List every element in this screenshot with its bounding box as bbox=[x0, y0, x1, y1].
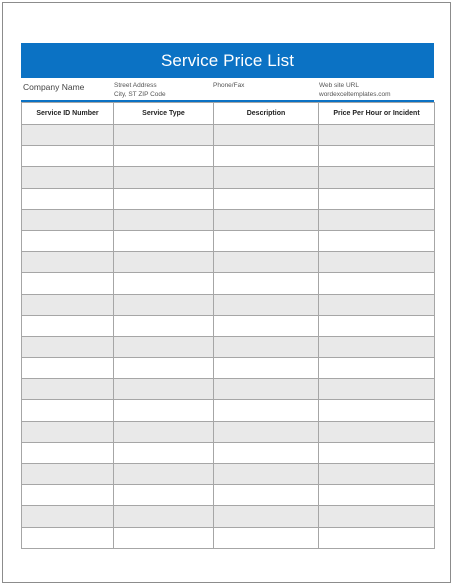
table-row bbox=[22, 252, 435, 273]
table-row bbox=[22, 167, 435, 188]
web-line-1: Web site URL bbox=[319, 82, 359, 89]
table-cell[interactable] bbox=[114, 230, 214, 251]
table-cell[interactable] bbox=[22, 294, 114, 315]
table-cell[interactable] bbox=[319, 485, 435, 506]
table-cell[interactable] bbox=[319, 379, 435, 400]
table-cell[interactable] bbox=[22, 209, 114, 230]
company-address bbox=[114, 81, 166, 99]
table-cell[interactable] bbox=[319, 315, 435, 336]
table-cell[interactable] bbox=[319, 146, 435, 167]
table-header-row bbox=[22, 103, 435, 125]
table-cell[interactable] bbox=[114, 485, 214, 506]
table-cell[interactable] bbox=[114, 273, 214, 294]
table-row bbox=[22, 442, 435, 463]
table-cell[interactable] bbox=[319, 421, 435, 442]
table-cell[interactable] bbox=[22, 230, 114, 251]
table-row bbox=[22, 506, 435, 527]
table-cell[interactable] bbox=[114, 294, 214, 315]
table-cell[interactable] bbox=[319, 230, 435, 251]
table-body bbox=[22, 125, 435, 549]
table-cell[interactable] bbox=[22, 442, 114, 463]
table-cell[interactable] bbox=[22, 358, 114, 379]
table-cell[interactable] bbox=[114, 421, 214, 442]
table-cell[interactable] bbox=[22, 315, 114, 336]
table-cell[interactable] bbox=[319, 125, 435, 146]
company-info-row bbox=[21, 80, 434, 100]
table-cell[interactable] bbox=[214, 379, 319, 400]
price-table bbox=[21, 102, 435, 549]
table-row bbox=[22, 188, 435, 209]
table-cell[interactable] bbox=[114, 379, 214, 400]
table-cell[interactable] bbox=[114, 315, 214, 336]
table-row bbox=[22, 464, 435, 485]
company-web bbox=[319, 81, 391, 99]
table-cell[interactable] bbox=[114, 358, 214, 379]
title-bar bbox=[21, 43, 434, 78]
table-cell[interactable] bbox=[214, 442, 319, 463]
table-cell[interactable] bbox=[22, 421, 114, 442]
table-cell[interactable] bbox=[22, 188, 114, 209]
table-cell[interactable] bbox=[114, 442, 214, 463]
table-cell[interactable] bbox=[214, 336, 319, 357]
table-cell[interactable] bbox=[214, 273, 319, 294]
table-cell[interactable] bbox=[214, 230, 319, 251]
table-cell[interactable] bbox=[22, 252, 114, 273]
table-row bbox=[22, 527, 435, 548]
web-line-2: wordexceltemplates.com bbox=[319, 91, 391, 98]
table-cell[interactable] bbox=[22, 400, 114, 421]
table-cell[interactable] bbox=[319, 294, 435, 315]
table-cell[interactable] bbox=[319, 400, 435, 421]
table-row bbox=[22, 421, 435, 442]
table-cell[interactable] bbox=[114, 464, 214, 485]
table-cell[interactable] bbox=[214, 464, 319, 485]
table-cell[interactable] bbox=[22, 146, 114, 167]
table-cell[interactable] bbox=[319, 167, 435, 188]
table-row bbox=[22, 230, 435, 251]
table-row bbox=[22, 315, 435, 336]
table-cell[interactable] bbox=[214, 527, 319, 548]
table-row bbox=[22, 125, 435, 146]
table-row bbox=[22, 336, 435, 357]
table-cell[interactable] bbox=[214, 294, 319, 315]
table-row bbox=[22, 379, 435, 400]
column-header-service-type: Service Type bbox=[114, 103, 214, 125]
table-row bbox=[22, 146, 435, 167]
address-line-1: Street Address bbox=[114, 82, 157, 89]
table-cell[interactable] bbox=[214, 209, 319, 230]
table-row bbox=[22, 358, 435, 379]
table-cell[interactable] bbox=[22, 336, 114, 357]
column-header-price: Price Per Hour or Incident bbox=[319, 103, 435, 125]
column-header-description: Description bbox=[214, 103, 319, 125]
phone-fax: Phone/Fax bbox=[213, 82, 245, 89]
table-cell[interactable] bbox=[319, 442, 435, 463]
price-table-wrap bbox=[21, 100, 434, 549]
table-cell[interactable] bbox=[214, 506, 319, 527]
table-cell[interactable] bbox=[114, 125, 214, 146]
table-row bbox=[22, 273, 435, 294]
table-cell[interactable] bbox=[22, 527, 114, 548]
company-name: Company Name bbox=[23, 82, 85, 92]
column-header-service-id: Service ID Number bbox=[22, 103, 114, 125]
table-cell[interactable] bbox=[319, 464, 435, 485]
table-cell[interactable] bbox=[214, 358, 319, 379]
table-cell[interactable] bbox=[22, 485, 114, 506]
table-cell[interactable] bbox=[214, 400, 319, 421]
table-cell[interactable] bbox=[319, 527, 435, 548]
table-cell[interactable] bbox=[214, 485, 319, 506]
table-cell[interactable] bbox=[22, 167, 114, 188]
table-cell[interactable] bbox=[319, 506, 435, 527]
table-cell[interactable] bbox=[214, 188, 319, 209]
table-cell[interactable] bbox=[22, 379, 114, 400]
table-row bbox=[22, 294, 435, 315]
table-cell[interactable] bbox=[22, 125, 114, 146]
table-cell[interactable] bbox=[114, 209, 214, 230]
table-cell[interactable] bbox=[114, 336, 214, 357]
table-cell[interactable] bbox=[114, 527, 214, 548]
table-cell[interactable] bbox=[214, 252, 319, 273]
table-cell[interactable] bbox=[214, 167, 319, 188]
table-cell[interactable] bbox=[22, 506, 114, 527]
table-cell[interactable] bbox=[114, 167, 214, 188]
table-cell[interactable] bbox=[22, 464, 114, 485]
table-cell[interactable] bbox=[214, 315, 319, 336]
table-cell[interactable] bbox=[214, 146, 319, 167]
table-cell[interactable] bbox=[319, 188, 435, 209]
table-cell[interactable] bbox=[319, 358, 435, 379]
table-row bbox=[22, 485, 435, 506]
address-line-2: City, ST ZIP Code bbox=[114, 91, 166, 98]
table-cell[interactable] bbox=[22, 273, 114, 294]
table-row bbox=[22, 400, 435, 421]
table-cell[interactable] bbox=[114, 506, 214, 527]
table-cell[interactable] bbox=[319, 252, 435, 273]
table-cell[interactable] bbox=[114, 400, 214, 421]
table-cell[interactable] bbox=[114, 188, 214, 209]
table-cell[interactable] bbox=[319, 273, 435, 294]
table-cell[interactable] bbox=[319, 336, 435, 357]
table-cell[interactable] bbox=[214, 421, 319, 442]
table-cell[interactable] bbox=[214, 125, 319, 146]
table-cell[interactable] bbox=[114, 252, 214, 273]
table-cell[interactable] bbox=[114, 146, 214, 167]
company-phone bbox=[213, 81, 244, 90]
table-row bbox=[22, 209, 435, 230]
table-cell[interactable] bbox=[319, 209, 435, 230]
page-title: Service Price List bbox=[160, 50, 295, 70]
